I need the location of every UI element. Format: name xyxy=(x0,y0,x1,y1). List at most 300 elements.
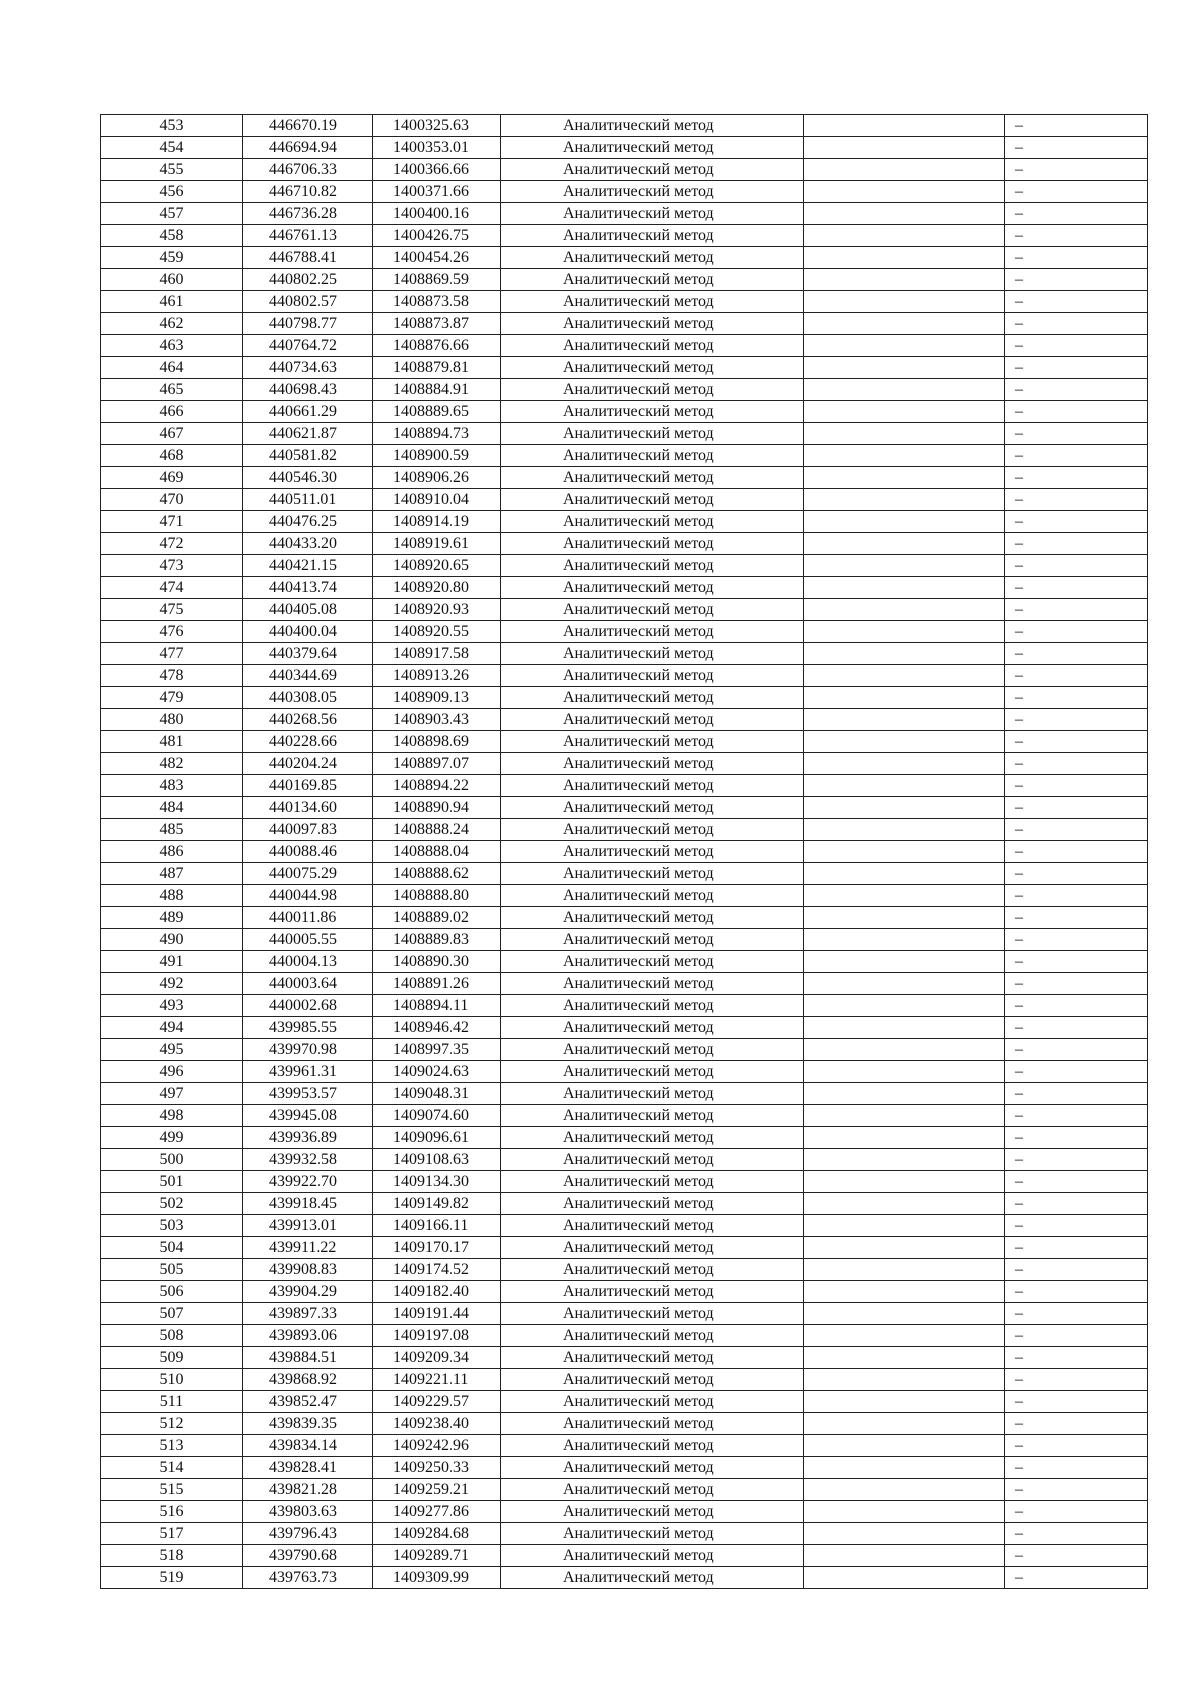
x-coordinate-cell: 439932.58 xyxy=(243,1149,373,1171)
x-coordinate-cell: 446736.28 xyxy=(243,203,373,225)
y-coordinate-cell: 1408946.42 xyxy=(373,1017,501,1039)
point-number-cell: 512 xyxy=(101,1413,243,1435)
method-cell: Аналитический метод xyxy=(501,1105,804,1127)
table-row xyxy=(101,1193,1148,1215)
method-cell: Аналитический метод xyxy=(501,1083,804,1105)
empty-cell xyxy=(804,643,1005,665)
y-coordinate-cell: 1408898.69 xyxy=(373,731,501,753)
method-cell: Аналитический метод xyxy=(501,401,804,423)
x-coordinate-cell: 440088.46 xyxy=(243,841,373,863)
dash-cell: – xyxy=(1005,225,1148,247)
y-coordinate-cell: 1408889.02 xyxy=(373,907,501,929)
dash-cell: – xyxy=(1005,841,1148,863)
y-coordinate-cell: 1408888.04 xyxy=(373,841,501,863)
dash-cell: – xyxy=(1005,511,1148,533)
dash-cell: – xyxy=(1005,1215,1148,1237)
x-coordinate-cell: 439839.35 xyxy=(243,1413,373,1435)
method-cell: Аналитический метод xyxy=(501,951,804,973)
x-coordinate-cell: 440764.72 xyxy=(243,335,373,357)
point-number-cell: 482 xyxy=(101,753,243,775)
table-row xyxy=(101,599,1148,621)
method-cell: Аналитический метод xyxy=(501,1171,804,1193)
y-coordinate-cell: 1409024.63 xyxy=(373,1061,501,1083)
y-coordinate-cell: 1409108.63 xyxy=(373,1149,501,1171)
table-row xyxy=(101,885,1148,907)
point-number-cell: 487 xyxy=(101,863,243,885)
point-number-cell: 498 xyxy=(101,1105,243,1127)
method-cell: Аналитический метод xyxy=(501,863,804,885)
method-cell: Аналитический метод xyxy=(501,841,804,863)
point-number-cell: 495 xyxy=(101,1039,243,1061)
point-number-cell: 486 xyxy=(101,841,243,863)
y-coordinate-cell: 1408879.81 xyxy=(373,357,501,379)
empty-cell xyxy=(804,929,1005,951)
y-coordinate-cell: 1408888.62 xyxy=(373,863,501,885)
table-row xyxy=(101,291,1148,313)
table-row xyxy=(101,643,1148,665)
method-cell: Аналитический метод xyxy=(501,1061,804,1083)
table-row xyxy=(101,1501,1148,1523)
y-coordinate-cell: 1408889.65 xyxy=(373,401,501,423)
empty-cell xyxy=(804,1259,1005,1281)
x-coordinate-cell: 439884.51 xyxy=(243,1347,373,1369)
dash-cell: – xyxy=(1005,621,1148,643)
dash-cell: – xyxy=(1005,863,1148,885)
dash-cell: – xyxy=(1005,995,1148,1017)
method-cell: Аналитический метод xyxy=(501,1193,804,1215)
empty-cell xyxy=(804,489,1005,511)
point-number-cell: 478 xyxy=(101,665,243,687)
dash-cell: – xyxy=(1005,599,1148,621)
x-coordinate-cell: 439790.68 xyxy=(243,1545,373,1567)
table-row xyxy=(101,973,1148,995)
y-coordinate-cell: 1408894.73 xyxy=(373,423,501,445)
empty-cell xyxy=(804,1215,1005,1237)
method-cell: Аналитический метод xyxy=(501,1567,804,1589)
table-row xyxy=(101,1127,1148,1149)
method-cell: Аналитический метод xyxy=(501,511,804,533)
dash-cell: – xyxy=(1005,1391,1148,1413)
empty-cell xyxy=(804,885,1005,907)
y-coordinate-cell: 1408914.19 xyxy=(373,511,501,533)
empty-cell xyxy=(804,1237,1005,1259)
point-number-cell: 485 xyxy=(101,819,243,841)
point-number-cell: 469 xyxy=(101,467,243,489)
point-number-cell: 492 xyxy=(101,973,243,995)
method-cell: Аналитический метод xyxy=(501,181,804,203)
table-row xyxy=(101,445,1148,467)
empty-cell xyxy=(804,115,1005,137)
dash-cell: – xyxy=(1005,203,1148,225)
empty-cell xyxy=(804,1039,1005,1061)
x-coordinate-cell: 439897.33 xyxy=(243,1303,373,1325)
point-number-cell: 468 xyxy=(101,445,243,467)
table-row xyxy=(101,1061,1148,1083)
table-body xyxy=(101,115,1148,1589)
empty-cell xyxy=(804,1083,1005,1105)
method-cell: Аналитический метод xyxy=(501,1479,804,1501)
dash-cell: – xyxy=(1005,929,1148,951)
x-coordinate-cell: 439911.22 xyxy=(243,1237,373,1259)
table-row xyxy=(101,467,1148,489)
method-cell: Аналитический метод xyxy=(501,1215,804,1237)
empty-cell xyxy=(804,819,1005,841)
table-row xyxy=(101,797,1148,819)
x-coordinate-cell: 440734.63 xyxy=(243,357,373,379)
empty-cell xyxy=(804,1501,1005,1523)
table-row xyxy=(101,1149,1148,1171)
table-row xyxy=(101,1413,1148,1435)
x-coordinate-cell: 440344.69 xyxy=(243,665,373,687)
dash-cell: – xyxy=(1005,1501,1148,1523)
table-row xyxy=(101,995,1148,1017)
dash-cell: – xyxy=(1005,489,1148,511)
x-coordinate-cell: 439828.41 xyxy=(243,1457,373,1479)
y-coordinate-cell: 1409074.60 xyxy=(373,1105,501,1127)
point-number-cell: 506 xyxy=(101,1281,243,1303)
method-cell: Аналитический метод xyxy=(501,643,804,665)
point-number-cell: 488 xyxy=(101,885,243,907)
point-number-cell: 477 xyxy=(101,643,243,665)
dash-cell: – xyxy=(1005,665,1148,687)
point-number-cell: 497 xyxy=(101,1083,243,1105)
dash-cell: – xyxy=(1005,973,1148,995)
dash-cell: – xyxy=(1005,1083,1148,1105)
x-coordinate-cell: 440003.64 xyxy=(243,973,373,995)
dash-cell: – xyxy=(1005,907,1148,929)
point-number-cell: 489 xyxy=(101,907,243,929)
empty-cell xyxy=(804,709,1005,731)
empty-cell xyxy=(804,621,1005,643)
dash-cell: – xyxy=(1005,1347,1148,1369)
table-row xyxy=(101,665,1148,687)
method-cell: Аналитический метод xyxy=(501,1435,804,1457)
table-row xyxy=(101,269,1148,291)
y-coordinate-cell: 1408891.26 xyxy=(373,973,501,995)
point-number-cell: 464 xyxy=(101,357,243,379)
table-row xyxy=(101,1347,1148,1369)
point-number-cell: 508 xyxy=(101,1325,243,1347)
point-number-cell: 465 xyxy=(101,379,243,401)
empty-cell xyxy=(804,687,1005,709)
x-coordinate-cell: 439893.06 xyxy=(243,1325,373,1347)
table-row xyxy=(101,423,1148,445)
dash-cell: – xyxy=(1005,1193,1148,1215)
table-row xyxy=(101,1017,1148,1039)
method-cell: Аналитический метод xyxy=(501,1039,804,1061)
table-row xyxy=(101,1281,1148,1303)
method-cell: Аналитический метод xyxy=(501,1457,804,1479)
empty-cell xyxy=(804,467,1005,489)
point-number-cell: 493 xyxy=(101,995,243,1017)
point-number-cell: 483 xyxy=(101,775,243,797)
table-row xyxy=(101,819,1148,841)
y-coordinate-cell: 1408920.80 xyxy=(373,577,501,599)
empty-cell xyxy=(804,1347,1005,1369)
y-coordinate-cell: 1409209.34 xyxy=(373,1347,501,1369)
y-coordinate-cell: 1409309.99 xyxy=(373,1567,501,1589)
method-cell: Аналитический метод xyxy=(501,973,804,995)
empty-cell xyxy=(804,423,1005,445)
empty-cell xyxy=(804,511,1005,533)
dash-cell: – xyxy=(1005,247,1148,269)
y-coordinate-cell: 1409182.40 xyxy=(373,1281,501,1303)
dash-cell: – xyxy=(1005,1545,1148,1567)
table-row xyxy=(101,1479,1148,1501)
y-coordinate-cell: 1400353.01 xyxy=(373,137,501,159)
point-number-cell: 476 xyxy=(101,621,243,643)
dash-cell: – xyxy=(1005,1105,1148,1127)
y-coordinate-cell: 1400366.66 xyxy=(373,159,501,181)
x-coordinate-cell: 440379.64 xyxy=(243,643,373,665)
table-row xyxy=(101,1237,1148,1259)
point-number-cell: 457 xyxy=(101,203,243,225)
point-number-cell: 510 xyxy=(101,1369,243,1391)
empty-cell xyxy=(804,973,1005,995)
y-coordinate-cell: 1409289.71 xyxy=(373,1545,501,1567)
x-coordinate-cell: 439852.47 xyxy=(243,1391,373,1413)
empty-cell xyxy=(804,269,1005,291)
dash-cell: – xyxy=(1005,1523,1148,1545)
method-cell: Аналитический метод xyxy=(501,929,804,951)
empty-cell xyxy=(804,1413,1005,1435)
empty-cell xyxy=(804,291,1005,313)
empty-cell xyxy=(804,753,1005,775)
table-row xyxy=(101,1215,1148,1237)
y-coordinate-cell: 1408997.35 xyxy=(373,1039,501,1061)
table-row xyxy=(101,1567,1148,1589)
method-cell: Аналитический метод xyxy=(501,1501,804,1523)
method-cell: Аналитический метод xyxy=(501,269,804,291)
dash-cell: – xyxy=(1005,1413,1148,1435)
x-coordinate-cell: 439945.08 xyxy=(243,1105,373,1127)
dash-cell: – xyxy=(1005,1303,1148,1325)
method-cell: Аналитический метод xyxy=(501,1017,804,1039)
point-number-cell: 509 xyxy=(101,1347,243,1369)
empty-cell xyxy=(804,665,1005,687)
y-coordinate-cell: 1409259.21 xyxy=(373,1479,501,1501)
x-coordinate-cell: 440268.56 xyxy=(243,709,373,731)
method-cell: Аналитический метод xyxy=(501,357,804,379)
table-row xyxy=(101,533,1148,555)
x-coordinate-cell: 439913.01 xyxy=(243,1215,373,1237)
x-coordinate-cell: 440005.55 xyxy=(243,929,373,951)
x-coordinate-cell: 439918.45 xyxy=(243,1193,373,1215)
y-coordinate-cell: 1409134.30 xyxy=(373,1171,501,1193)
method-cell: Аналитический метод xyxy=(501,445,804,467)
x-coordinate-cell: 440002.68 xyxy=(243,995,373,1017)
method-cell: Аналитический метод xyxy=(501,1325,804,1347)
table-row xyxy=(101,1523,1148,1545)
dash-cell: – xyxy=(1005,467,1148,489)
x-coordinate-cell: 440802.25 xyxy=(243,269,373,291)
y-coordinate-cell: 1408917.58 xyxy=(373,643,501,665)
empty-cell xyxy=(804,1017,1005,1039)
dash-cell: – xyxy=(1005,1061,1148,1083)
y-coordinate-cell: 1409096.61 xyxy=(373,1127,501,1149)
method-cell: Аналитический метод xyxy=(501,1347,804,1369)
y-coordinate-cell: 1408876.66 xyxy=(373,335,501,357)
dash-cell: – xyxy=(1005,423,1148,445)
point-number-cell: 513 xyxy=(101,1435,243,1457)
point-number-cell: 511 xyxy=(101,1391,243,1413)
dash-cell: – xyxy=(1005,775,1148,797)
x-coordinate-cell: 440044.98 xyxy=(243,885,373,907)
x-coordinate-cell: 446710.82 xyxy=(243,181,373,203)
method-cell: Аналитический метод xyxy=(501,1523,804,1545)
empty-cell xyxy=(804,1369,1005,1391)
empty-cell xyxy=(804,137,1005,159)
y-coordinate-cell: 1409149.82 xyxy=(373,1193,501,1215)
y-coordinate-cell: 1409277.86 xyxy=(373,1501,501,1523)
empty-cell xyxy=(804,1105,1005,1127)
method-cell: Аналитический метод xyxy=(501,577,804,599)
method-cell: Аналитический метод xyxy=(501,291,804,313)
x-coordinate-cell: 440798.77 xyxy=(243,313,373,335)
y-coordinate-cell: 1408919.61 xyxy=(373,533,501,555)
y-coordinate-cell: 1400325.63 xyxy=(373,115,501,137)
table-row xyxy=(101,1083,1148,1105)
y-coordinate-cell: 1408888.24 xyxy=(373,819,501,841)
coordinates-table xyxy=(100,114,1148,1589)
dash-cell: – xyxy=(1005,1259,1148,1281)
method-cell: Аналитический метод xyxy=(501,1237,804,1259)
x-coordinate-cell: 440228.66 xyxy=(243,731,373,753)
dash-cell: – xyxy=(1005,379,1148,401)
empty-cell xyxy=(804,335,1005,357)
x-coordinate-cell: 440400.04 xyxy=(243,621,373,643)
table-row xyxy=(101,489,1148,511)
dash-cell: – xyxy=(1005,181,1148,203)
method-cell: Аналитический метод xyxy=(501,687,804,709)
method-cell: Аналитический метод xyxy=(501,203,804,225)
x-coordinate-cell: 439821.28 xyxy=(243,1479,373,1501)
dash-cell: – xyxy=(1005,115,1148,137)
y-coordinate-cell: 1409250.33 xyxy=(373,1457,501,1479)
table-row xyxy=(101,203,1148,225)
point-number-cell: 501 xyxy=(101,1171,243,1193)
method-cell: Аналитический метод xyxy=(501,665,804,687)
table-row xyxy=(101,1325,1148,1347)
point-number-cell: 467 xyxy=(101,423,243,445)
x-coordinate-cell: 439803.63 xyxy=(243,1501,373,1523)
x-coordinate-cell: 440661.29 xyxy=(243,401,373,423)
point-number-cell: 454 xyxy=(101,137,243,159)
method-cell: Аналитический метод xyxy=(501,313,804,335)
x-coordinate-cell: 440546.30 xyxy=(243,467,373,489)
point-number-cell: 458 xyxy=(101,225,243,247)
dash-cell: – xyxy=(1005,313,1148,335)
x-coordinate-cell: 440075.29 xyxy=(243,863,373,885)
point-number-cell: 484 xyxy=(101,797,243,819)
point-number-cell: 491 xyxy=(101,951,243,973)
table-row xyxy=(101,335,1148,357)
point-number-cell: 453 xyxy=(101,115,243,137)
point-number-cell: 463 xyxy=(101,335,243,357)
point-number-cell: 515 xyxy=(101,1479,243,1501)
y-coordinate-cell: 1408900.59 xyxy=(373,445,501,467)
table-row xyxy=(101,775,1148,797)
point-number-cell: 455 xyxy=(101,159,243,181)
dash-cell: – xyxy=(1005,1369,1148,1391)
method-cell: Аналитический метод xyxy=(501,247,804,269)
x-coordinate-cell: 440169.85 xyxy=(243,775,373,797)
method-cell: Аналитический метод xyxy=(501,709,804,731)
method-cell: Аналитический метод xyxy=(501,885,804,907)
table-row xyxy=(101,951,1148,973)
y-coordinate-cell: 1408897.07 xyxy=(373,753,501,775)
dash-cell: – xyxy=(1005,797,1148,819)
empty-cell xyxy=(804,951,1005,973)
empty-cell xyxy=(804,555,1005,577)
table-row xyxy=(101,753,1148,775)
x-coordinate-cell: 439834.14 xyxy=(243,1435,373,1457)
dash-cell: – xyxy=(1005,555,1148,577)
empty-cell xyxy=(804,995,1005,1017)
y-coordinate-cell: 1409170.17 xyxy=(373,1237,501,1259)
dash-cell: – xyxy=(1005,731,1148,753)
y-coordinate-cell: 1409242.96 xyxy=(373,1435,501,1457)
dash-cell: – xyxy=(1005,1325,1148,1347)
method-cell: Аналитический метод xyxy=(501,731,804,753)
dash-cell: – xyxy=(1005,401,1148,423)
empty-cell xyxy=(804,247,1005,269)
empty-cell xyxy=(804,357,1005,379)
y-coordinate-cell: 1400426.75 xyxy=(373,225,501,247)
table-row xyxy=(101,313,1148,335)
dash-cell: – xyxy=(1005,885,1148,907)
dash-cell: – xyxy=(1005,533,1148,555)
empty-cell xyxy=(804,1281,1005,1303)
empty-cell xyxy=(804,1545,1005,1567)
point-number-cell: 503 xyxy=(101,1215,243,1237)
point-number-cell: 516 xyxy=(101,1501,243,1523)
empty-cell xyxy=(804,1479,1005,1501)
x-coordinate-cell: 440511.01 xyxy=(243,489,373,511)
table-row xyxy=(101,1303,1148,1325)
empty-cell xyxy=(804,1149,1005,1171)
empty-cell xyxy=(804,1391,1005,1413)
empty-cell xyxy=(804,577,1005,599)
table-row xyxy=(101,841,1148,863)
method-cell: Аналитический метод xyxy=(501,797,804,819)
table-row xyxy=(101,1171,1148,1193)
y-coordinate-cell: 1400454.26 xyxy=(373,247,501,269)
x-coordinate-cell: 439936.89 xyxy=(243,1127,373,1149)
method-cell: Аналитический метод xyxy=(501,467,804,489)
table-row xyxy=(101,1259,1148,1281)
point-number-cell: 494 xyxy=(101,1017,243,1039)
point-number-cell: 500 xyxy=(101,1149,243,1171)
x-coordinate-cell: 446694.94 xyxy=(243,137,373,159)
point-number-cell: 472 xyxy=(101,533,243,555)
dash-cell: – xyxy=(1005,137,1148,159)
dash-cell: – xyxy=(1005,1457,1148,1479)
point-number-cell: 456 xyxy=(101,181,243,203)
table-row xyxy=(101,181,1148,203)
point-number-cell: 517 xyxy=(101,1523,243,1545)
dash-cell: – xyxy=(1005,643,1148,665)
point-number-cell: 504 xyxy=(101,1237,243,1259)
empty-cell xyxy=(804,1523,1005,1545)
y-coordinate-cell: 1408869.59 xyxy=(373,269,501,291)
y-coordinate-cell: 1409191.44 xyxy=(373,1303,501,1325)
method-cell: Аналитический метод xyxy=(501,599,804,621)
dash-cell: – xyxy=(1005,269,1148,291)
point-number-cell: 480 xyxy=(101,709,243,731)
y-coordinate-cell: 1408890.94 xyxy=(373,797,501,819)
x-coordinate-cell: 446706.33 xyxy=(243,159,373,181)
